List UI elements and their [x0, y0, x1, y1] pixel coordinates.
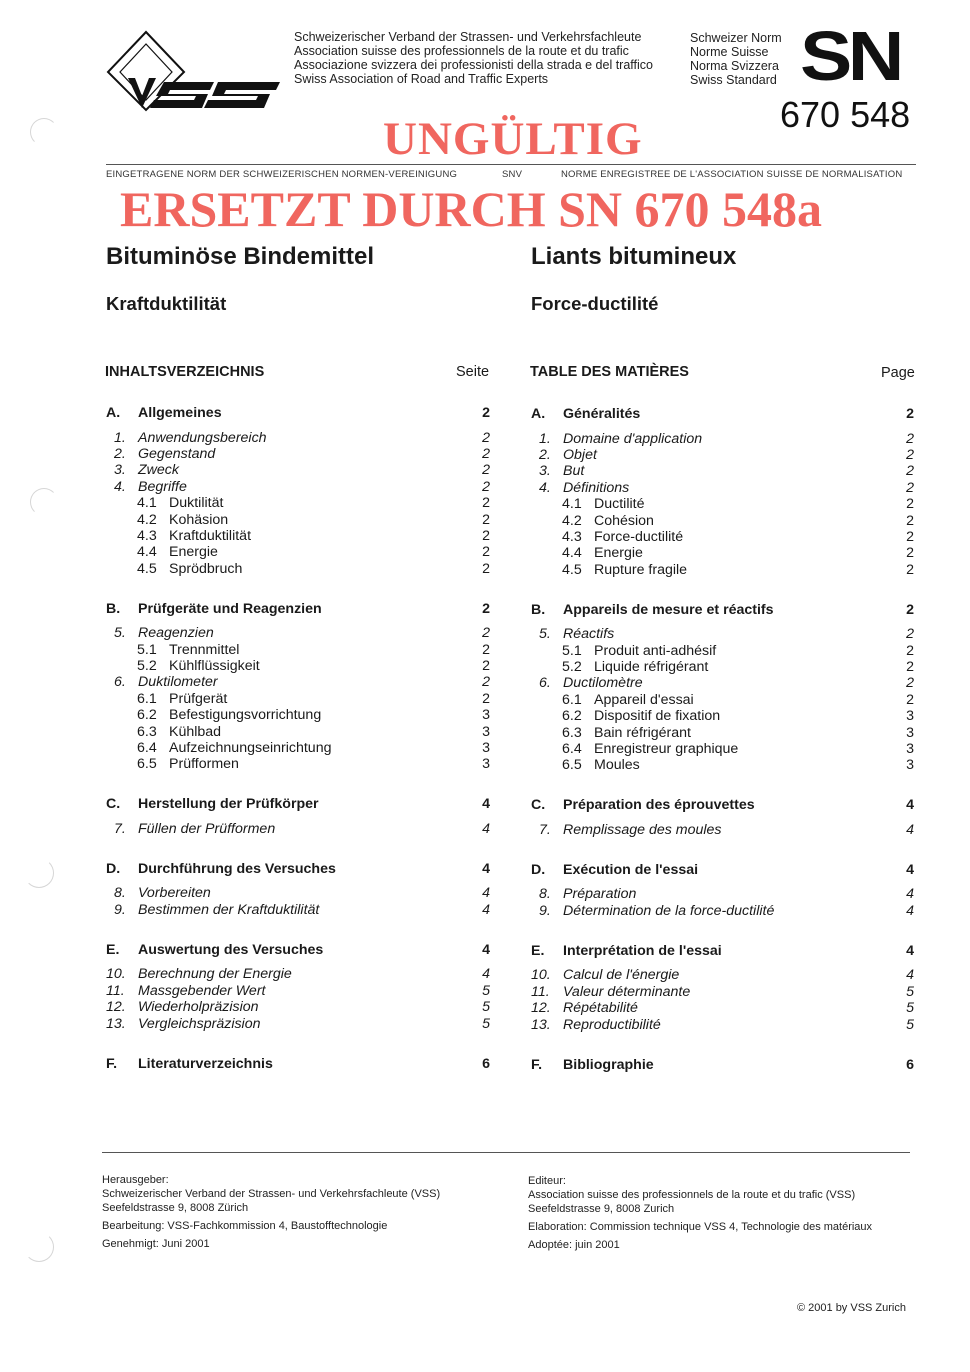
toc-page-number: 2 [906, 406, 914, 422]
toc-page-number: 2 [906, 659, 914, 675]
toc-number: 4.3 [562, 528, 582, 545]
toc-page-number: 4 [482, 860, 490, 877]
toc-page-number: 6 [482, 1055, 490, 1072]
invalid-stamp: UNGÜLTIG [383, 113, 643, 165]
toc-number: 5. [539, 626, 551, 643]
toc-page-number: 2 [482, 511, 490, 528]
toc-number: 6.1 [562, 691, 582, 708]
toc-entry-text: Gegenstand [138, 445, 216, 462]
toc-entry-text: Valeur déterminante [563, 983, 691, 1000]
toc-page-number: 5 [482, 1015, 490, 1032]
toc-page-number: 5 [906, 1000, 914, 1017]
toc-number: 10. [106, 966, 126, 983]
toc-entry-text: Liquide réfrigérant [594, 659, 709, 675]
toc-number: C. [106, 796, 121, 813]
toc-number: 2. [114, 445, 126, 462]
toc-number: 6.3 [137, 723, 157, 740]
subtitle-de: Kraftduktilität [106, 293, 227, 314]
toc-number: 11. [531, 983, 550, 1000]
toc-page-number: 4 [906, 902, 914, 919]
toc-page-number: 2 [482, 495, 490, 512]
toc-number: 4.3 [137, 527, 157, 544]
toc-page-number: 4 [906, 942, 914, 959]
toc-page-label-fr: Page [881, 365, 915, 381]
toc-number: 13. [531, 1016, 551, 1033]
toc-page-number: 4 [906, 861, 914, 878]
toc-entry-text: Moules [594, 757, 640, 774]
toc-page-number: 3 [482, 707, 490, 724]
toc-number: C. [531, 797, 546, 814]
toc-entry-text: Prüfgerät [169, 690, 228, 707]
toc-entry-text: Produit anti-adhésif [594, 642, 717, 659]
toc-entry-text: Définitions [563, 479, 630, 496]
publisher-label-de: Herausgeber: [102, 1174, 169, 1186]
toc-entry-text: Vergleichspräzision [138, 1015, 261, 1032]
association-line-it: Associazione svizzera dei professionisti della strada e del traffico [294, 58, 653, 72]
norm-line-en: Swiss Standard [690, 73, 777, 87]
toc-number: 1. [114, 429, 126, 446]
toc-number: 6.2 [137, 707, 157, 724]
toc-entry-text: Energie [594, 545, 643, 562]
toc-entry-text: Exécution de l'essai [563, 861, 699, 878]
norm-labels [690, 31, 782, 87]
toc-number: 4.2 [562, 512, 582, 529]
vss-logo-icon [106, 30, 286, 112]
toc-page-number: 5 [482, 999, 490, 1016]
toc-page-number: 4 [482, 966, 490, 983]
toc-page-number: 4 [482, 885, 490, 902]
footer-de [102, 1173, 440, 1251]
approved-fr: Adoptée: juin 2001 [528, 1239, 620, 1251]
toc-page-number: 2 [906, 446, 914, 463]
toc-number: 9. [114, 901, 126, 918]
toc-entry-text: Vorbereiten [138, 885, 211, 902]
toc-page-number: 4 [482, 820, 490, 837]
document-number: 670 548 [780, 94, 911, 135]
toc-page-number: 2 [482, 478, 490, 495]
toc-page-number: 2 [482, 641, 490, 658]
toc-entry-text: Aufzeichnungseinrichtung [169, 740, 332, 756]
toc-entry-text: Interprétation de l'essai [563, 942, 722, 959]
toc-number: 13. [106, 1015, 126, 1032]
toc-page-number: 2 [482, 405, 490, 421]
registered-norm-code: SNV [502, 169, 523, 180]
toc-entry-text: Berechnung der Energie [138, 966, 292, 983]
toc-number: 4. [539, 479, 551, 496]
toc-entry-text: Reproductibilité [563, 1016, 661, 1033]
toc-entry-text: Préparation [563, 886, 637, 903]
toc-number: 3. [114, 462, 126, 479]
toc-page-number: 2 [482, 600, 490, 617]
sn-logo: SN [800, 17, 900, 95]
toc-number: B. [106, 600, 121, 617]
toc-number: D. [531, 861, 546, 878]
toc-page-number: 3 [482, 723, 490, 740]
toc-entry-text: Auswertung des Versuches [138, 941, 324, 958]
toc-entry-text: Cohésion [594, 512, 654, 529]
toc-number: A. [106, 405, 121, 421]
approved-de: Genehmigt: Juni 2001 [102, 1238, 210, 1250]
norm-line-fr: Norme Suisse [690, 45, 769, 59]
toc-number: 4.1 [562, 496, 582, 513]
toc-entry-text: Enregistreur graphique [594, 741, 739, 757]
toc-page-number: 4 [482, 941, 490, 958]
toc-number: 4.4 [562, 545, 582, 562]
association-line-de: Schweizerischer Verband der Strassen- und Verkehrsfachleute [294, 30, 642, 44]
scan-smudge [24, 858, 54, 888]
toc-page-number: 2 [482, 445, 490, 462]
toc-entry-text: Durchführung des Versuches [138, 860, 336, 877]
toc-page-number: 2 [906, 626, 914, 643]
toc-entry-text: Kohäsion [169, 511, 229, 528]
toc-entry-text: Wiederholpräzision [138, 999, 259, 1016]
title-de: Bituminöse Bindemittel [106, 243, 375, 270]
toc-entry-text: Bestimmen der Kraftduktilität [138, 901, 320, 918]
scan-smudge [30, 488, 58, 516]
toc-entry-text: Bain réfrigérant [594, 724, 691, 741]
toc-page-number: 3 [906, 724, 914, 741]
toc-heading-fr: TABLE DES MATIÈRES [530, 364, 689, 380]
association-line-en: Swiss Association of Road and Traffic Experts [294, 72, 549, 86]
toc-number: A. [531, 406, 546, 422]
editing-fr: Elaboration: Commission technique VSS 4, Technologie des matériaux [528, 1221, 873, 1233]
toc-entry-text: Réactifs [563, 626, 615, 643]
toc-number: 5. [114, 625, 126, 642]
toc-entry-text: Allgemeines [138, 405, 222, 421]
publisher-label-fr: Editeur: [528, 1175, 566, 1187]
toc-page-number: 2 [906, 430, 914, 447]
toc-number: E. [531, 942, 545, 959]
toc-number: 9. [539, 902, 551, 919]
toc-number: 4.2 [137, 511, 157, 528]
toc-page-number: 2 [482, 560, 490, 577]
toc-page-number: 4 [482, 901, 490, 918]
toc-number: 5.2 [562, 659, 582, 675]
toc-number: 6. [539, 675, 551, 692]
toc-entry-text: Zweck [138, 462, 179, 479]
toc-page-number: 3 [482, 756, 490, 773]
toc-number: 5.1 [137, 641, 157, 658]
toc-entry-text: Duktilometer [138, 674, 218, 691]
toc-page-number: 2 [906, 528, 914, 545]
toc-number: 6.2 [562, 708, 582, 725]
toc-page-number: 2 [482, 658, 490, 674]
toc-number: 6.4 [562, 741, 582, 757]
editing-de: Bearbeitung: VSS-Fachkommission 4, Baustofftechnologie [102, 1220, 388, 1232]
association-names [294, 30, 653, 86]
toc-entry-text: Préparation des éprouvettes [563, 797, 755, 814]
toc-entry-text: Dispositif de fixation [594, 708, 721, 725]
association-line-fr: Association suisse des professionnels de la route et du trafic [294, 44, 629, 58]
toc-number: 6.5 [562, 757, 582, 774]
toc-number: 12. [531, 1000, 551, 1017]
publisher-fr: Association suisse des professionnels de la route et du trafic (VSS) [528, 1189, 856, 1201]
toc-number: 11. [106, 982, 125, 999]
toc-entry-text: Force-ductilité [594, 528, 684, 545]
toc-entry-text: Kraftduktilität [169, 527, 252, 544]
toc-entry-text: Duktilität [169, 495, 224, 512]
toc-entry-text: Kühlbad [169, 723, 222, 740]
toc-page-number: 3 [906, 757, 914, 774]
toc-entry-text: But [563, 463, 585, 480]
toc-number: 6.4 [137, 740, 157, 756]
toc-entry-text: Objet [563, 446, 597, 463]
toc-number: 2. [539, 446, 551, 463]
toc-number: 4.5 [137, 560, 157, 577]
toc-entry-text: Herstellung der Prüfkörper [138, 796, 319, 813]
toc-page-number: 3 [906, 741, 914, 757]
registered-norm-fr: NORME ENREGISTREE DE L'ASSOCIATION SUISSE DE NORMALISATION [561, 169, 903, 180]
toc-page-number: 2 [482, 429, 490, 446]
toc-number: 5.1 [562, 642, 582, 659]
toc-number: E. [106, 941, 120, 958]
toc-page-number: 4 [906, 821, 914, 838]
toc-number: 6.5 [137, 756, 157, 773]
toc-page-number: 2 [906, 601, 914, 618]
toc-number: 4.1 [137, 495, 157, 512]
toc-number: 4.5 [562, 561, 582, 578]
norm-line-de: Schweizer Norm [690, 31, 782, 45]
toc-number: B. [531, 601, 546, 618]
toc-page-number: 4 [906, 797, 914, 814]
toc-entry-text: Füllen der Prüfformen [138, 820, 276, 837]
toc-page-number: 2 [482, 690, 490, 707]
toc-page-number: 2 [906, 561, 914, 578]
toc-page-number: 2 [906, 479, 914, 496]
toc-entry-text: Ductilité [594, 496, 645, 513]
toc-page-number: 2 [906, 463, 914, 480]
toc-page-number: 2 [906, 496, 914, 513]
toc-entry-text: Calcul de l'énergie [563, 967, 680, 984]
toc-entry-text: Trennmittel [169, 641, 240, 658]
toc-page-number: 4 [482, 796, 490, 813]
toc-entry-text: Kühlflüssigkeit [169, 658, 260, 674]
toc-number: F. [531, 1056, 543, 1073]
toc-page-number: 2 [906, 512, 914, 529]
address-fr: Seefeldstrasse 9, 8008 Zurich [528, 1203, 675, 1215]
toc-number: 5.2 [137, 658, 157, 674]
toc-entry-text: Massgebender Wert [138, 982, 266, 999]
toc-page-number: 4 [906, 886, 914, 903]
toc-entry-text: Literaturverzeichnis [138, 1055, 273, 1072]
toc-page-number: 3 [482, 740, 490, 756]
toc-entry-text: Anwendungsbereich [138, 429, 267, 446]
toc-number: 1. [539, 430, 551, 447]
toc-number: 12. [106, 999, 126, 1016]
toc-number: 6.1 [137, 690, 157, 707]
toc-entry-text: Rupture fragile [594, 561, 688, 578]
toc-page-number: 5 [906, 983, 914, 1000]
toc-page-number: 2 [906, 691, 914, 708]
toc-number: 8. [539, 886, 551, 903]
toc-entry-text: Appareil d'essai [594, 691, 694, 708]
toc-heading-de: INHALTSVERZEICHNIS [105, 364, 265, 380]
toc-number: 4. [114, 478, 126, 495]
toc-entry-text: Remplissage des moules [563, 821, 722, 838]
toc-number: 10. [531, 967, 551, 984]
norm-line-it: Norma Svizzera [690, 59, 779, 73]
toc-number: 7. [539, 821, 551, 838]
toc-number: 6. [114, 674, 126, 691]
subtitle-fr: Force-ductilité [531, 293, 659, 314]
toc-page-number: 2 [482, 544, 490, 561]
toc-entry-text: Energie [169, 544, 218, 561]
toc-number: 6.3 [562, 724, 582, 741]
replaced-stamp: ERSETZT DURCH SN 670 548a [120, 181, 823, 237]
toc-number: 8. [114, 885, 126, 902]
toc-page-number: 2 [482, 462, 490, 479]
footer-divider [102, 1152, 910, 1153]
toc-page-number: 2 [906, 675, 914, 692]
toc-page-number: 5 [906, 1016, 914, 1033]
registered-norm-de: EINGETRAGENE NORM DER SCHWEIZERISCHEN NORMEN-VEREINIGUNG [106, 169, 458, 180]
toc-entry-text: Reagenzien [138, 625, 214, 642]
scan-smudge [30, 118, 58, 146]
publisher-de: Schweizerischer Verband der Strassen- und Verkehrsfachleute (VSS) [102, 1188, 441, 1200]
toc-entry-text: Sprödbruch [169, 560, 243, 577]
toc-entry-text: Befestigungsvorrichtung [169, 707, 322, 724]
toc-page-number: 2 [482, 674, 490, 691]
toc-number: D. [106, 860, 121, 877]
toc-page-number: 2 [482, 527, 490, 544]
copyright: © 2001 by VSS Zurich [797, 1302, 906, 1314]
toc-page-number: 2 [906, 545, 914, 562]
address-de: Seefeldstrasse 9, 8008 Zürich [102, 1202, 249, 1214]
toc-number: 3. [539, 463, 551, 480]
toc-page-number: 2 [906, 642, 914, 659]
toc-number: 4.4 [137, 544, 157, 561]
toc-page-number: 2 [482, 625, 490, 642]
toc-number: 7. [114, 820, 126, 837]
toc-page-number: 6 [906, 1056, 914, 1073]
scan-smudge [24, 1232, 54, 1262]
toc-entry-text: Généralités [563, 406, 641, 422]
toc-entry-text: Domaine d'application [563, 430, 703, 447]
toc-entry-text: Détermination de la force-ductilité [563, 902, 775, 919]
toc-entry-text: Ductilomètre [563, 675, 643, 692]
toc-page-label-de: Seite [456, 364, 490, 380]
toc-page-number: 4 [906, 967, 914, 984]
toc-page-number: 3 [906, 708, 914, 725]
toc-entry-text: Begriffe [138, 478, 187, 495]
toc-entry-text: Appareils de mesure et réactifs [563, 601, 774, 618]
toc-entry-text: Répétabilité [563, 1000, 638, 1017]
toc-number: F. [106, 1055, 118, 1072]
toc-entry-text: Bibliographie [563, 1056, 654, 1073]
toc-page-number: 5 [482, 982, 490, 999]
title-fr: Liants bitumineux [531, 243, 737, 270]
toc-entry-text: Prüfformen [169, 756, 239, 773]
footer-fr [528, 1174, 872, 1252]
toc-entry-text: Prüfgeräte und Reagenzien [138, 600, 322, 617]
header-divider [106, 164, 916, 165]
